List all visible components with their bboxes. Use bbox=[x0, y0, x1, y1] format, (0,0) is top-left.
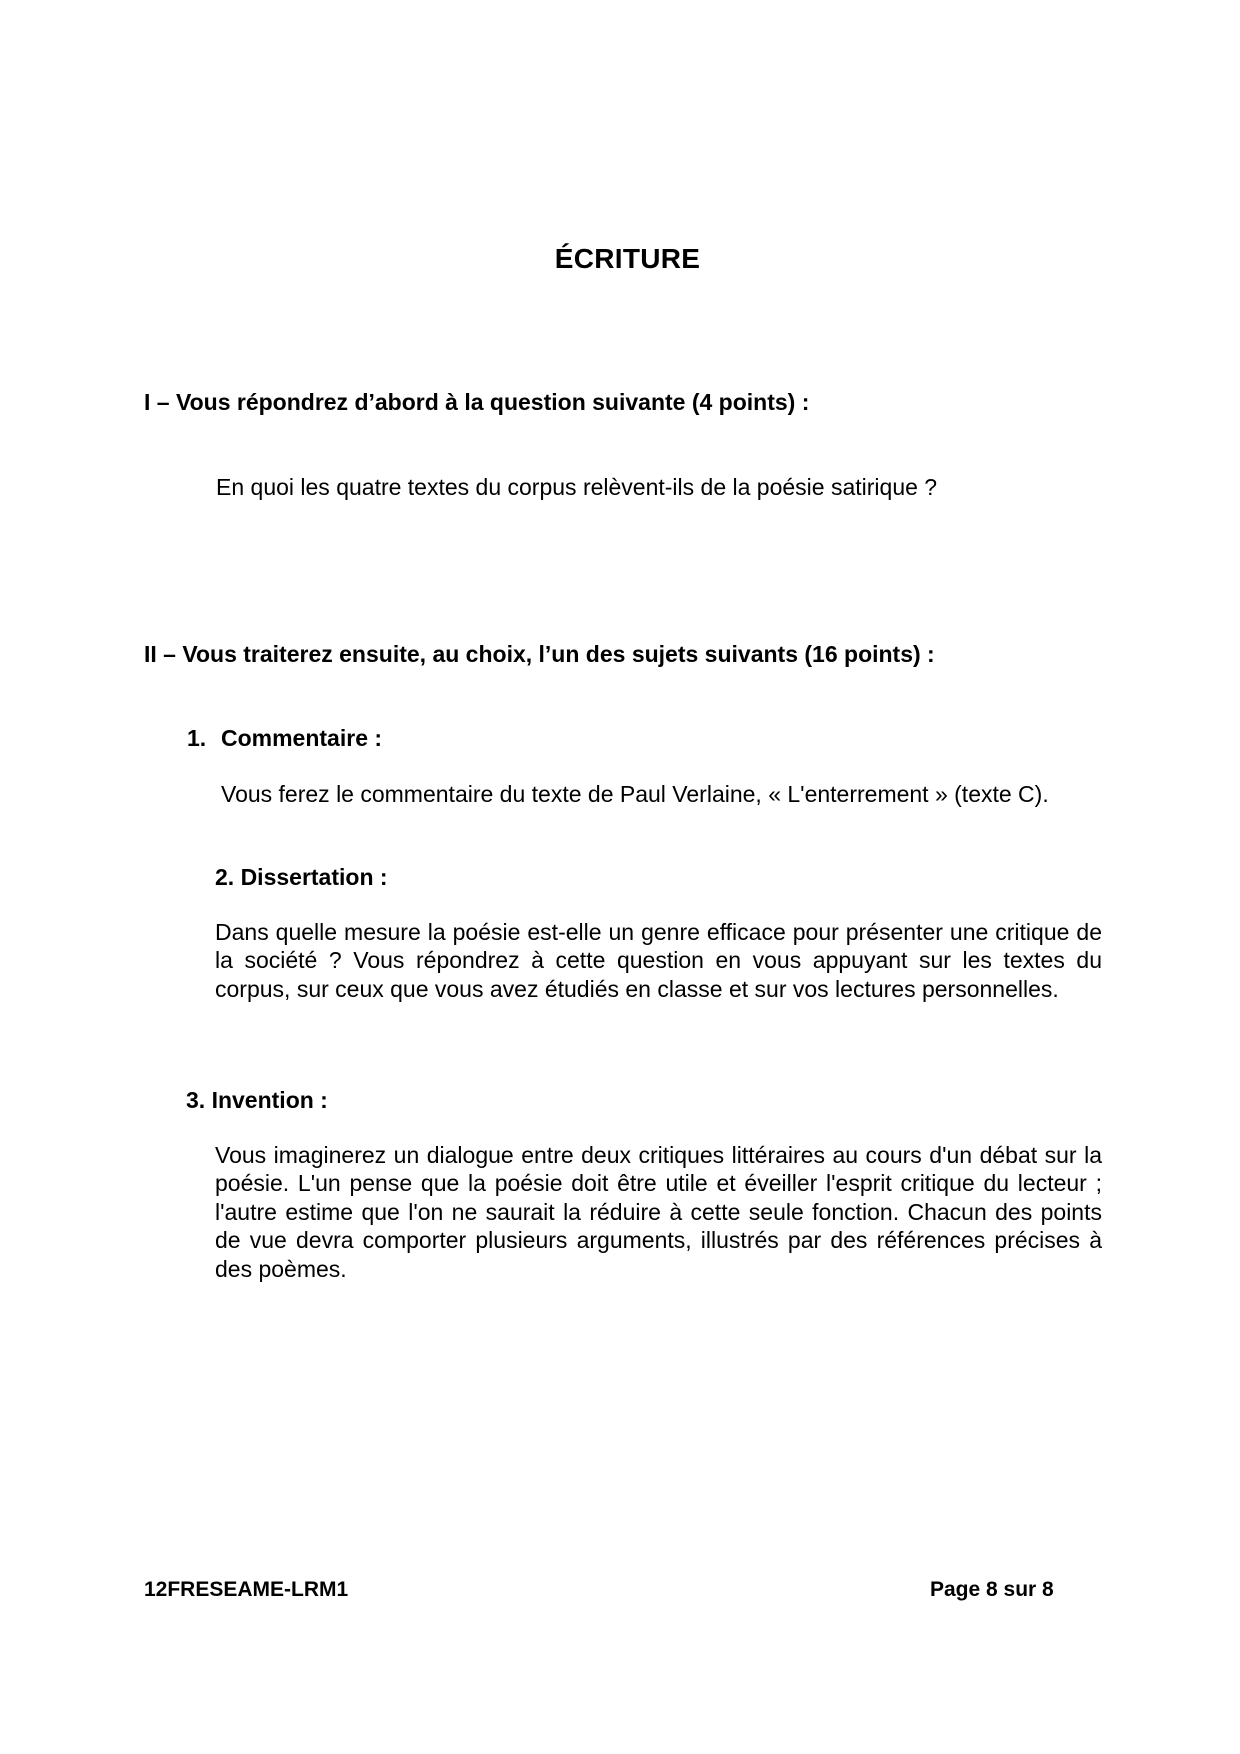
footer-code: 12FRESEAME-LRM1 bbox=[144, 1578, 349, 1601]
subject1-text: Vous ferez le commentaire du texte de Paul Verlaine, « L'enterrement » (texte C). bbox=[221, 781, 1049, 807]
subject1-title: Commentaire : bbox=[221, 725, 383, 751]
subject2-text: Dans quelle mesure la poésie est-elle un genre efficace pour présenter une critique de la société ? Vous répondrez à cette question en vous appuyant sur les textes du corpus, sur ceux que vous avez étudiés en classe et sur vos lectures personnelles. bbox=[215, 919, 1102, 1002]
part1-question: En quoi les quatre textes du corpus relèvent-ils de la poésie satirique ? bbox=[216, 474, 938, 500]
subject3-text: Vous imaginerez un dialogue entre deux critiques littéraires au cours d'un débat sur la poésie. L'un pense que la poésie doit être utile et éveiller l'esprit critique du lecteur ; l'autre estime que l'on ne saurait la réduire à cette seule fonction. Chacun des points de vue devra comporter plusieurs arguments, illustrés par des références précises à des poèmes. bbox=[215, 1142, 1102, 1282]
subject3-heading: 3. Invention : bbox=[186, 1087, 328, 1113]
subject2-heading: 2. Dissertation : bbox=[215, 864, 388, 890]
subject1-number: 1. bbox=[187, 725, 207, 751]
footer-page-number: Page 8 sur 8 bbox=[930, 1578, 1054, 1601]
subject1-heading bbox=[187, 725, 382, 752]
part1-heading: I – Vous répondrez d’abord à la question suivante (4 points) : bbox=[144, 389, 810, 415]
part2-heading: II – Vous traiterez ensuite, au choix, l’un des sujets suivants (16 points) : bbox=[144, 641, 935, 667]
page-title: ÉCRITURE bbox=[554, 243, 701, 274]
